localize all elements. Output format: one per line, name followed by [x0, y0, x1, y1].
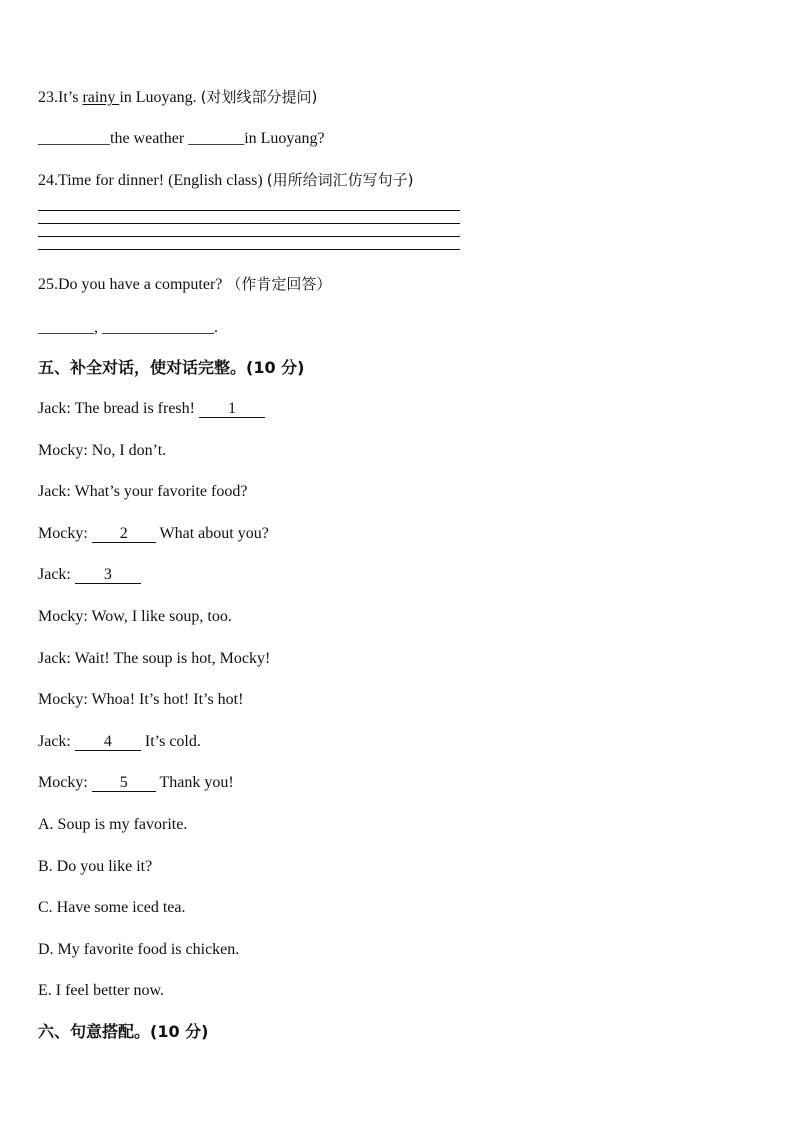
q24-text: 24.Time for dinner! (English class): [38, 172, 267, 189]
answer-blank-2[interactable]: 2: [92, 526, 156, 543]
dialogue-speaker: Mocky:: [38, 525, 92, 542]
answer-blank-3[interactable]: 3: [75, 567, 141, 584]
dialogue-text: The bread is fresh!: [74, 400, 199, 417]
q23-prefix: 23.It’s: [38, 89, 83, 106]
section-5-heading: 五、补全对话，使对话完整。(10 分): [38, 358, 305, 377]
dialogue-line: [38, 732, 201, 752]
dialogue-text: Wait! The soup is hot, Mocky!: [74, 650, 271, 667]
question-25: [38, 274, 331, 295]
dialogue-text: Thank you!: [155, 774, 234, 791]
q23-answer-blank-2[interactable]: _______: [188, 130, 245, 147]
q23-instruction: (对划线部分提问): [200, 88, 318, 106]
dialogue-text: What’s your favorite food?: [74, 483, 248, 500]
q24-instruction: (用所给词汇仿写句子): [266, 171, 414, 189]
option-item: C. Have some iced tea.: [38, 899, 186, 916]
answer-blank-1[interactable]: 1: [199, 401, 265, 418]
dialogue-speaker: Jack:: [38, 566, 75, 583]
option-item: B. Do you like it?: [38, 858, 153, 875]
section-6-heading: 六、句意搭配。(10 分): [38, 1022, 209, 1041]
option-item: E. I feel better now.: [38, 982, 165, 999]
writing-line[interactable]: [38, 236, 460, 237]
dialogue-line: [38, 649, 270, 669]
dialogue-line: [38, 441, 166, 461]
option-item: D. My favorite food is chicken.: [38, 941, 240, 958]
dialogue-line: [38, 690, 243, 710]
q25-instruction: （作肯定回答）: [226, 275, 332, 293]
dialogue-line: [38, 482, 247, 502]
dialogue-text: It’s cold.: [140, 733, 201, 750]
writing-line[interactable]: [38, 223, 460, 224]
q23-underlined-word: rainy: [82, 89, 120, 106]
answer-blank-5[interactable]: 5: [92, 775, 156, 792]
question-24: [38, 170, 413, 191]
q25-text: 25.Do you have a computer?: [38, 276, 227, 293]
q23-answer-end: in Luoyang?: [244, 130, 325, 147]
dialogue-line: [38, 524, 269, 544]
question-23: [38, 87, 317, 108]
writing-line[interactable]: [38, 249, 460, 250]
dialogue-line: [38, 607, 232, 627]
q23-answer-blank-1[interactable]: _________: [38, 130, 110, 147]
dialogue-speaker: Mocky:: [38, 608, 92, 625]
q23-answer-mid: the weather: [110, 130, 189, 147]
q23-rest: in Luoyang.: [119, 89, 201, 106]
dialogue-line: [38, 773, 234, 793]
answer-blank-4[interactable]: 4: [75, 734, 141, 751]
q25-answer-line[interactable]: _______, ______________.: [38, 319, 218, 336]
dialogue-text: Wow, I like soup, too.: [91, 608, 232, 625]
dialogue-text: No, I don’t.: [91, 442, 167, 459]
question-23-answer: [38, 129, 325, 149]
dialogue-speaker: Jack:: [38, 400, 75, 417]
dialogue-speaker: Jack:: [38, 483, 75, 500]
dialogue-text: Whoa! It’s hot! It’s hot!: [91, 691, 244, 708]
dialogue-speaker: Jack:: [38, 733, 75, 750]
dialogue-line: [38, 565, 141, 585]
option-item: A. Soup is my favorite.: [38, 816, 188, 833]
dialogue-text: What about you?: [155, 525, 269, 542]
dialogue-speaker: Mocky:: [38, 442, 92, 459]
writing-line[interactable]: [38, 210, 460, 211]
question-25-answer[interactable]: [38, 318, 218, 338]
dialogue-speaker: Jack:: [38, 650, 75, 667]
dialogue-speaker: Mocky:: [38, 691, 92, 708]
dialogue-line: [38, 399, 265, 419]
dialogue-speaker: Mocky:: [38, 774, 92, 791]
